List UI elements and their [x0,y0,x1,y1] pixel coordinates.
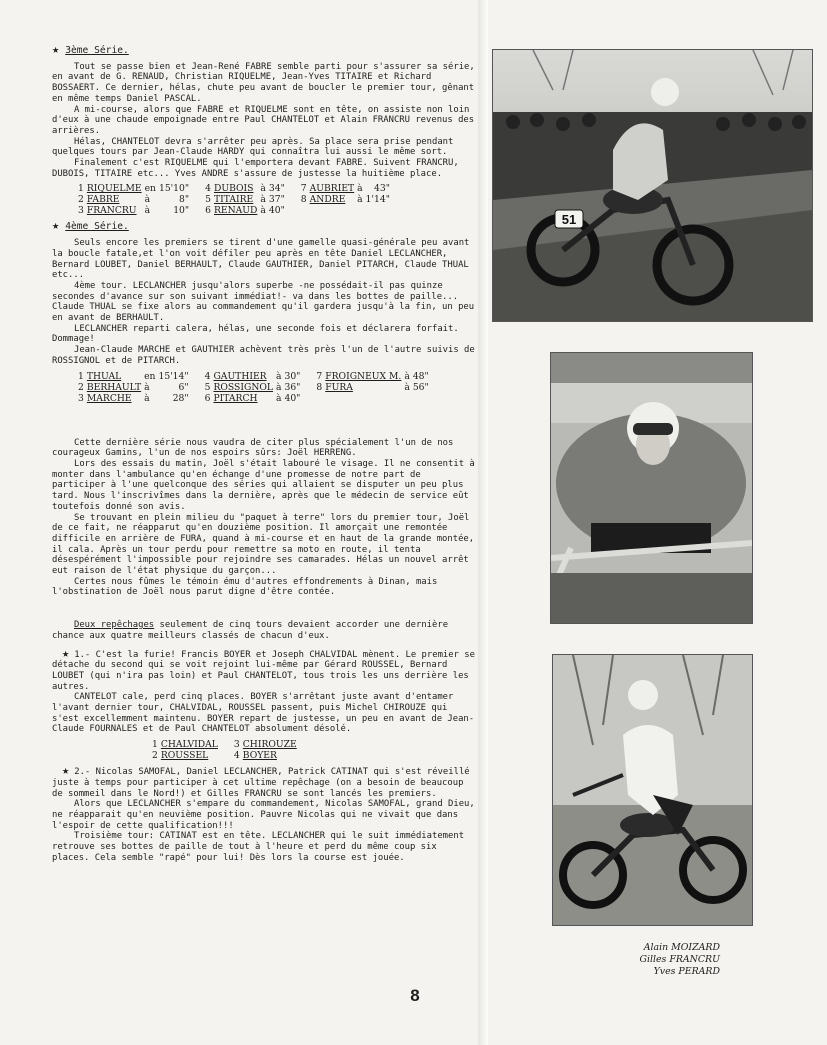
result-n: 1 [78,370,84,382]
paragraph: Hélas, CHANTELOT devra s'arrêter peu après. Sa place sera prise pendant quelques tours par Jean-Claude HARDY qui connaîtra lui aussi le même sort. [52,136,454,158]
result-n: 5 [204,381,211,393]
result-pre: à [404,381,410,393]
result-name: RENAUD [213,205,258,217]
number-plate: 51 [561,212,577,227]
result-time: 37" [268,194,285,206]
paragraph: LECLANCHER reparti calera, hélas, une seconde fois et déclarera forfait. Dommage! [52,323,459,345]
result-n: 2 [78,194,84,206]
star-bullet-icon: ★ [52,42,60,56]
table-row [78,183,393,194]
result-n: 4 [204,370,211,382]
result-name: CHALVIDAL [160,739,218,751]
result-pre: à [260,194,266,206]
result-n: 4 [233,750,240,762]
result-pre: à [276,370,282,382]
results-table-serie-3 [78,183,393,216]
paragraph: CANTELOT cale, perd cinq places. BOYER s'arrêtant juste avant d'entamer l'avant dernier tour, CHALVIDAL, ROUSSEL passent, puis Michel CHIROUZE qui s'est excellemment maintenu. BOYER repart de justesse, un peu en avant de Jean-Claude FOURNALES et de Paul CHANTELOT absolument désolé. [52,692,475,735]
result-n: 2 [152,750,158,762]
photo-rider-51-image [493,50,812,321]
page-gutter [478,0,488,1045]
result-time: 8" [179,194,190,206]
result-pre: à [357,183,363,195]
paragraph: A mi-course, alors que FABRE et RIQUELME sont en tête, on assiste non loin d'eux à une chaude empoignade entre Paul CHANTELOT et Alain FRANCRU revenus des arrières. [52,104,475,136]
results-table-serie-4 [78,371,432,404]
section-header-serie-4 [52,220,476,233]
paragraph: 4ème tour. LECLANCHER jusqu'alors superbe -ne possédait-il pas quinze secondes d'avance sur son suivant immédiat!- va dans les bottes de paille... Claude THUAL se fixe alors au commandement qu'il gardera jusqu'à la fin, un peu en avant de BERHAULT. [52,280,475,324]
result-pre: à [276,381,282,393]
result-pre: à [357,194,363,206]
paragraph: Se trouvant en plein milieu du "paquet à terre" lors du premier tour, Joël de ce fait, ne réapparut qu'en douzième position. Il amorçait une remontée difficile en arrière de FURA, quand à mi-course et en haut de la grande montée, il cala. Après un tour perdu pour remettre sa moto en route, il tenta désespérément l'impossible pour rejoindre ses camarades. Hélas un nouvel arrêt eut raison de l'état physique du garçon... [52,512,475,577]
paragraph [52,645,476,693]
section-title: 4ème Série. [65,221,129,233]
caption-line: Yves PERARD [653,966,720,977]
result-name: ROUSSEL [160,750,209,762]
paragraph: Troisième tour: CATINAT est en tête. LECLANCHER qui le suit immédiatement retrouve ses bottes de paille de tout à l'heure et perd du même coup six places. Cela semble "rapé" pour lui! Dès lors la course est jouée. [52,831,465,863]
result-name: BOYER [242,750,277,762]
result-n: 3 [78,205,84,217]
photo-rider-portrait [550,352,753,624]
paragraph: Lors des essais du matin, Joël s'était labouré le visage. Il ne consentit à monter dans l'ambulance qu'en échange d'une promesse de notre part de participer à l'une quelconque des séries qui allaient se disputer un peu plus tard. Nous l'inscrivîmes dans la dernière, après que le médecin de service eût toutefois donné son avis. [52,458,475,512]
result-name: ROSSIGNOL [213,381,273,393]
table-row [78,194,393,205]
result-time: 40" [268,205,285,217]
result-pre: à [144,392,150,404]
section-header-serie-3 [52,44,476,57]
star-bullet-icon: ★ [62,763,70,778]
caption-line: Alain MOIZARD [643,942,720,953]
result-time: 6" [178,381,189,393]
result-time: 15'10" [158,183,190,195]
paragraph: Cette dernière série nous vaudra de citer plus spécialement l'un de nos courageux Gamins, l'un de nos espoirs sûrs: Joël HERRENG. [52,437,454,459]
result-time: 1'14" [365,194,390,206]
result-name: PITARCH [213,392,258,404]
result-name: FURA [325,381,353,393]
result-time: 34" [268,183,285,195]
result-n: 8 [316,381,323,393]
result-n: 2 [78,381,84,393]
star-bullet-icon: ★ [62,645,70,660]
star-bullet-icon: ★ [52,218,60,233]
result-n: 6 [205,205,211,217]
result-pre: à [144,205,151,217]
result-time: 36" [284,381,301,393]
result-time: 30" [284,370,301,382]
result-name: GAUTHIER [213,370,267,382]
result-time: 48" [412,370,429,382]
result-n: 1 [152,739,158,751]
result-time: 56" [412,381,429,393]
results-table-repechage-1 [152,739,300,761]
result-name: FRANCRU [86,205,137,217]
result-pre: à [276,392,282,404]
result-name: MARCHE [86,392,132,404]
paragraph [52,765,476,799]
paragraph: Seuls encore les premiers se tirent d'une gamelle quasi-générale peu avant la boucle fatale,et l'on voit défiler peu après en tête Daniel LECLANCHER, Bernard LOUBET, Daniel BERHAULT, Claude GAUTHIER, Daniel PITARCH, Claude THUAL etc... [52,238,470,281]
result-n: 1 [78,183,84,195]
photo-rider-51 [492,49,813,322]
result-n: 8 [300,194,307,206]
section-title: 3ème Série. [65,45,129,56]
underlined-lead: Deux repêchages [74,620,155,631]
paragraph: Alors que LECLANCHER s'empare du commandement, Nicolas SAMOFAL, grand Dieu, ne réapparait qu'en neuvième position. Pauvre Nicolas qui ne vivait que dans l'espoir de cette qualification!!! [52,799,475,831]
table-row [152,739,300,750]
result-name: AUBRIET [309,183,355,195]
result-n: 3 [78,392,84,404]
result-pre: en [144,183,156,195]
photo-rider-action [552,654,753,926]
result-time: 43" [374,183,390,195]
paragraph: Finalement c'est RIQUELME qui l'emportera devant FABRE. Suivent FRANCRU, DUBOIS, TITAIRE etc... Yves ANDRE s'assure de justesse la huitième place. [52,158,459,179]
result-n: 5 [205,194,211,206]
table-row [78,393,432,404]
result-n: 3 [233,739,240,751]
result-name: THUAL [86,370,122,382]
result-time: 40" [284,392,301,404]
result-time: 28" [172,392,189,404]
result-name: ANDRE [309,194,346,206]
result-pre: en [144,370,156,382]
result-name: BERHAULT [86,381,142,393]
result-pre: à [260,205,266,217]
result-n: 7 [300,183,307,195]
result-pre: à [144,381,150,393]
result-name: FABRE [86,194,120,206]
result-name: TITAIRE [213,194,254,206]
table-row [152,750,300,761]
paragraph: Jean-Claude MARCHE et GAUTHIER achèvent très près l'un de l'autre suivis de ROSSIGNOL et de PITARCH. [52,345,475,366]
result-n: 4 [205,183,211,195]
table-row [78,205,393,216]
result-time: 10" [173,205,190,217]
result-name: FROIGNEUX M. [325,370,402,382]
result-name: RIQUELME [86,183,142,195]
paragraph-text: 1.- C'est la furie! Francis BOYER et Joseph CHALVIDAL mènent. Le premier se détache du second qui se voit rejoint lui-même par Gérard ROUSSEL, Bernard LOUBET (qui n'ira pas loin) et Paul CHANTELOT, tous trois les uns derrière les autres. [52,649,475,692]
paragraph: Tout se passe bien et Jean-René FABRE semble parti pour s'assurer sa série, en avant de G. RENAUD, Christian RIQUELME, Jean-Yves TITAIRE et Richard BOSSAERT. Ce dernier, hélas, chute peu avant de boucler le premier tour, gênant en même temps Daniel PASCAL. [52,61,475,104]
paragraph-text: 2.- Nicolas SAMOFAL, Daniel LECLANCHER, Patrick CATINAT qui s'est réveillé juste à temps pour participer à cet ultime repêchage (on a besoin de beaucoup de sommeil dans le Nord!) et Gilles FRANCRU se sont lancés les premiers. [52,767,470,799]
result-n: 7 [316,370,323,382]
result-time: 15'14" [158,370,189,382]
result-name: DUBOIS [213,183,254,195]
text-column [52,44,476,863]
intro-text: seulement de cinq tours devaient accorder une dernière chance aux quatre meilleurs classés de chacun d'eux. [52,620,449,641]
result-pre: à [260,183,266,195]
result-name: CHIROUZE [242,739,297,751]
photo-caption [600,942,720,978]
page-number: 8 [410,986,420,1005]
result-pre: à [144,194,151,206]
result-n: 6 [204,392,211,404]
photo-rider-action-image [553,655,752,925]
table-row [78,371,432,382]
paragraph [52,620,476,641]
paragraph: Certes nous fûmes le témoin ému d'autres effondrements à Dinan, mais l'obstination de Joël nous parut digne d'être contée. [52,576,438,598]
result-pre: à [404,370,410,382]
caption-line: Gilles FRANCRU [639,954,720,965]
photo-rider-portrait-image [551,353,752,623]
table-row [78,382,432,393]
